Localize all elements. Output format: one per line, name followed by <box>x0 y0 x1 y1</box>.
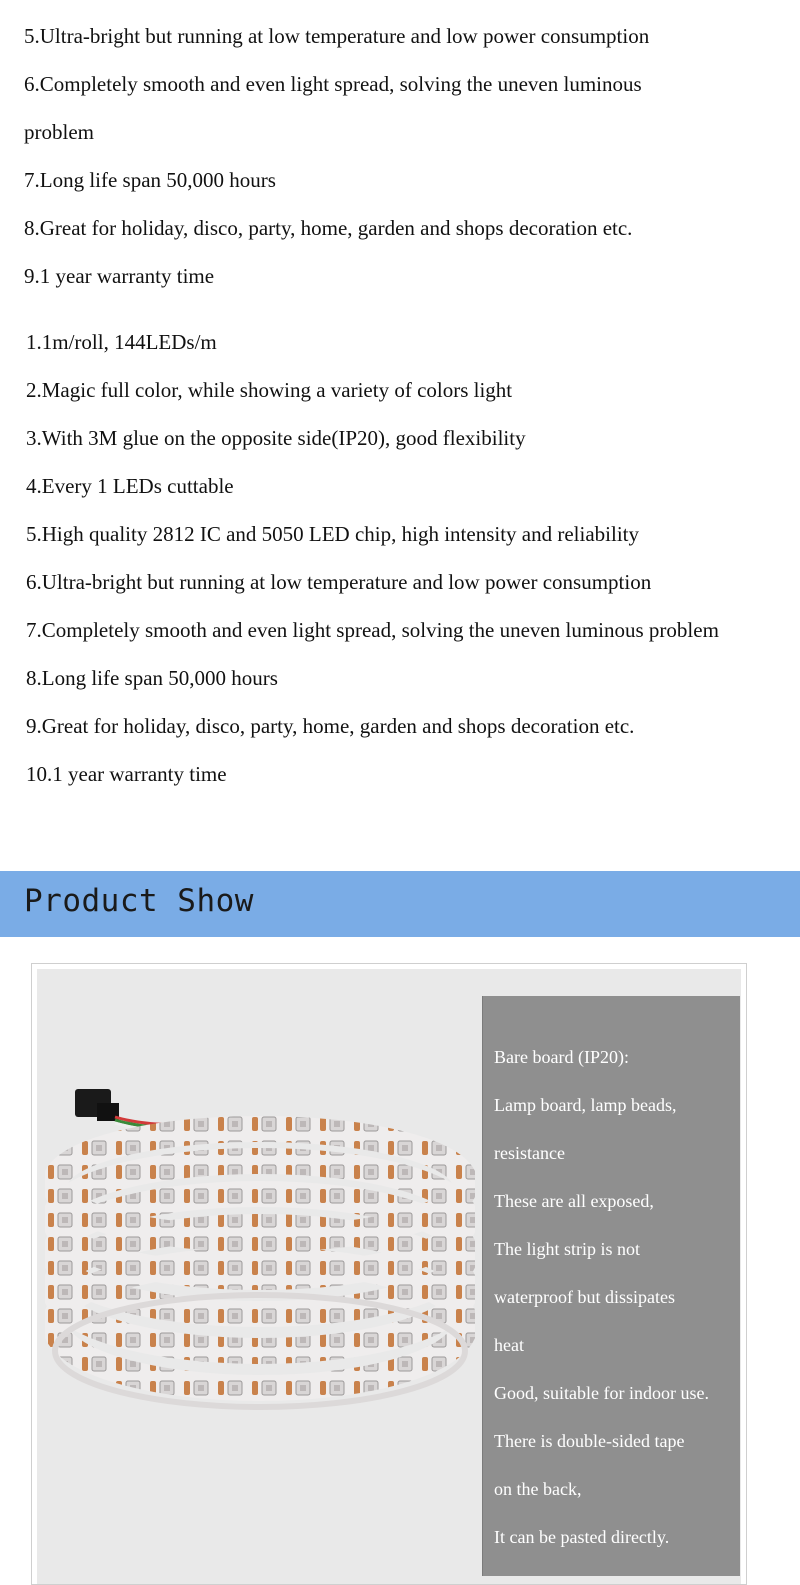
feature-item: 8.Long life span 50,000 hours <box>26 666 278 690</box>
feature-item: 4.Every 1 LEDs cuttable <box>26 474 234 498</box>
info-line: The light strip is not <box>494 1239 640 1259</box>
info-line: Lamp board, lamp beads, <box>494 1095 677 1115</box>
info-line: There is double-sided tape <box>494 1431 685 1451</box>
feature-item: 3.With 3M glue on the opposite side(IP20), good flexibility <box>26 426 526 450</box>
feature-item: 1.1m/roll, 144LEDs/m <box>26 330 217 354</box>
info-line: resistance <box>494 1143 565 1163</box>
feature-item: 7.Completely smooth and even light spread, solving the uneven luminous problem <box>26 618 719 642</box>
product-panel <box>31 963 747 1585</box>
info-line: It can be pasted directly. <box>494 1527 670 1547</box>
features-list-2 <box>26 318 786 798</box>
info-line: Bare board (IP20): <box>494 1047 629 1067</box>
feature-item: 9.Great for holiday, disco, party, home, garden and shops decoration etc. <box>26 714 635 738</box>
feature-item: 6.Completely smooth and even light spread, solving the uneven luminous problem <box>24 72 642 144</box>
led-strip-reel-icon <box>45 1089 475 1419</box>
info-line: waterproof but dissipates <box>494 1287 675 1307</box>
feature-item: 8.Great for holiday, disco, party, home, garden and shops decoration etc. <box>24 216 633 240</box>
info-line: on the back, <box>494 1479 582 1499</box>
feature-item: 10.1 year warranty time <box>26 762 227 786</box>
info-list <box>494 1033 709 1561</box>
info-line: These are all exposed, <box>494 1191 654 1211</box>
feature-item: 7.Long life span 50,000 hours <box>24 168 276 192</box>
info-box <box>482 996 740 1576</box>
features-list-1 <box>24 12 684 300</box>
feature-item: 5.High quality 2812 IC and 5050 LED chip, high intensity and reliability <box>26 522 639 546</box>
feature-item: 6.Ultra-bright but running at low temperature and low power consumption <box>26 570 652 594</box>
feature-item: 2.Magic full color, while showing a variety of colors light <box>26 378 513 402</box>
section-title: Product Show <box>24 883 254 919</box>
info-line: Good, suitable for indoor use. <box>494 1383 709 1403</box>
info-line: heat <box>494 1335 524 1355</box>
feature-item: 5.Ultra-bright but running at low temperature and low power consumption <box>24 24 650 48</box>
product-panel-inner <box>37 969 741 1584</box>
section-banner <box>0 871 800 937</box>
feature-item: 9.1 year warranty time <box>24 264 215 288</box>
